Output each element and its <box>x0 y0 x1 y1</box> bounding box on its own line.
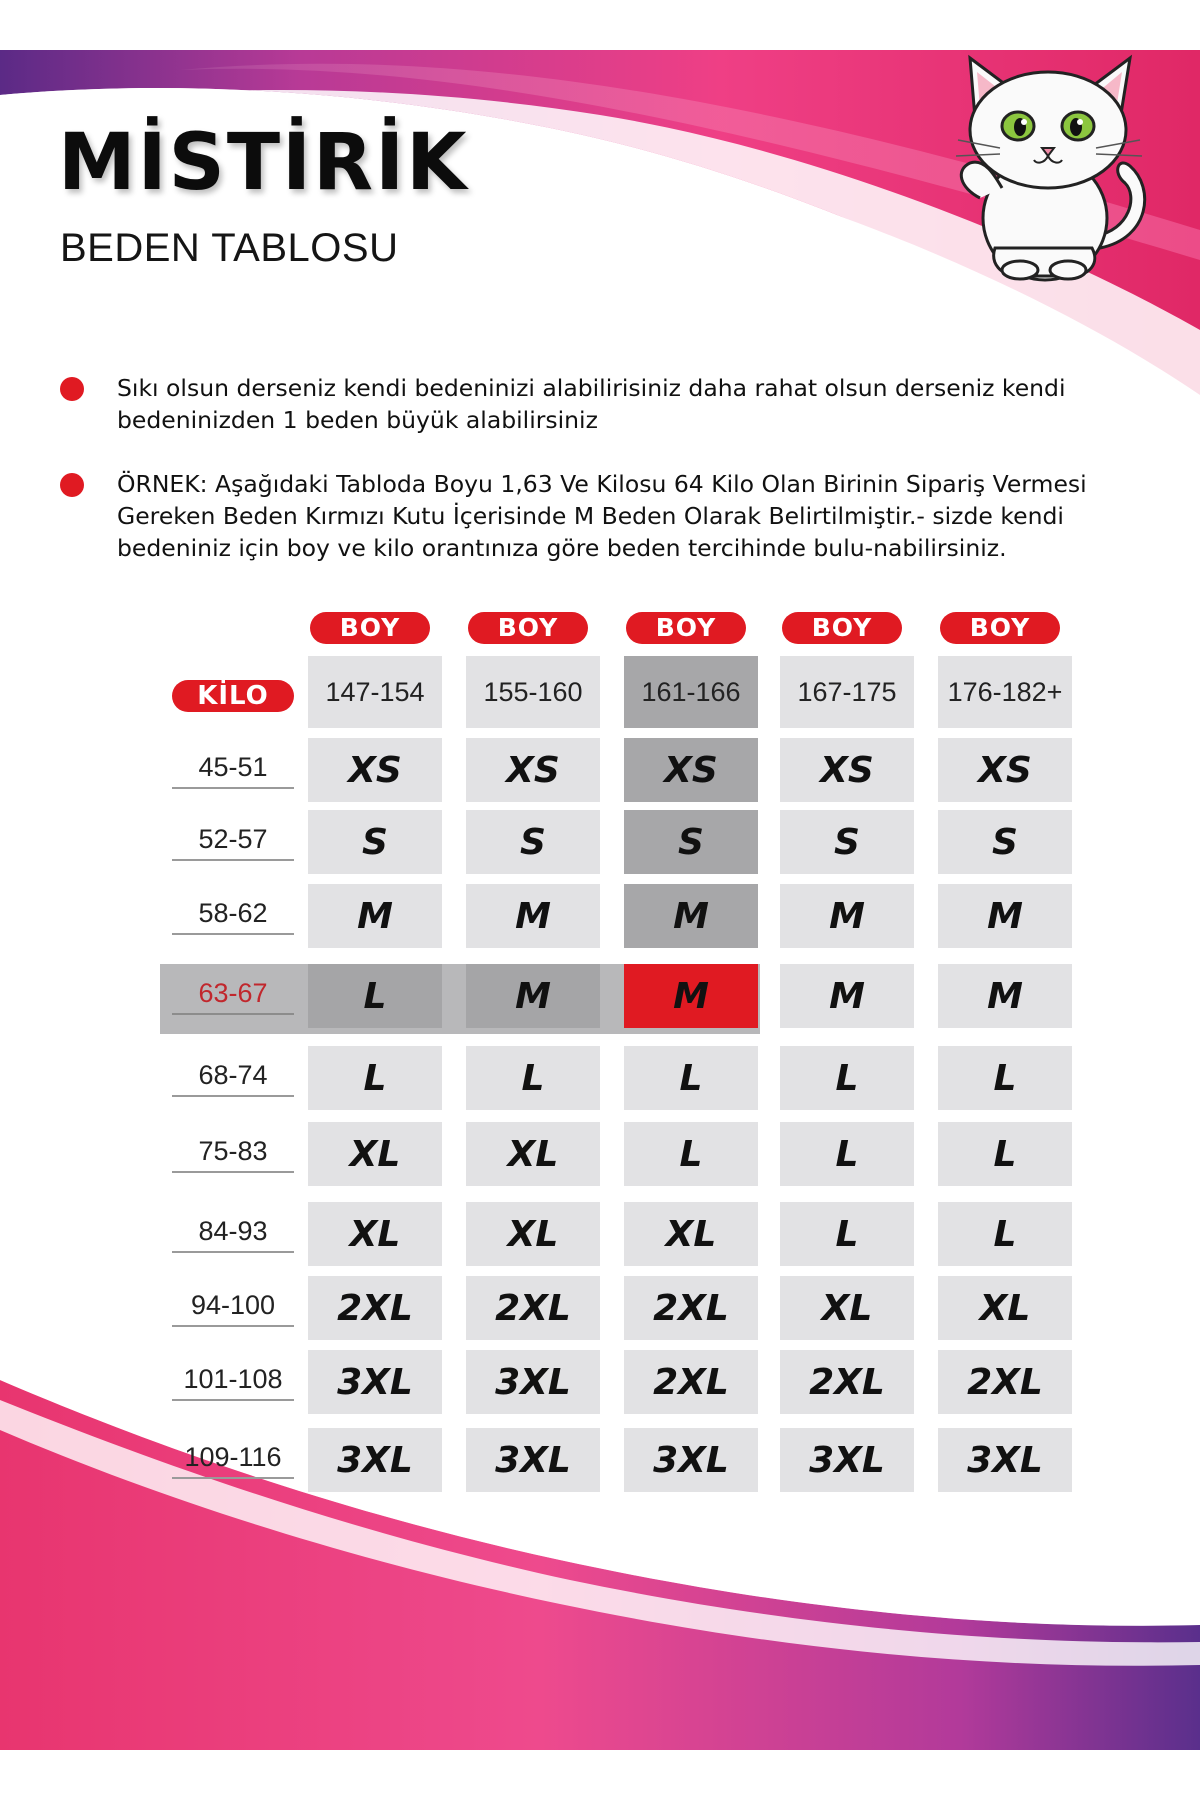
size-cell: 3XL <box>308 1350 442 1414</box>
size-cell: 3XL <box>466 1350 600 1414</box>
size-cell: 2XL <box>466 1276 600 1340</box>
size-cell: M <box>624 884 758 948</box>
size-cell: 3XL <box>780 1428 914 1492</box>
size-cell: XL <box>466 1202 600 1266</box>
size-cell: L <box>308 1046 442 1110</box>
size-cell: S <box>624 810 758 874</box>
size-cell: L <box>938 1202 1072 1266</box>
size-cell: XL <box>308 1122 442 1186</box>
page-subtitle: BEDEN TABLOSU <box>60 226 399 270</box>
size-cell: 2XL <box>780 1350 914 1414</box>
size-cell: XS <box>938 738 1072 802</box>
size-cell: S <box>466 810 600 874</box>
size-cell: 2XL <box>624 1350 758 1414</box>
example-note <box>60 468 1140 564</box>
size-cell: 2XL <box>938 1350 1072 1414</box>
weight-range-label: 75-83 <box>172 1136 294 1173</box>
size-cell: M <box>780 884 914 948</box>
height-range-header: 155-160 <box>466 656 600 728</box>
boy-label-pill: BOY <box>468 612 588 644</box>
weight-range-label: 45-51 <box>172 752 294 789</box>
weight-range-label: 68-74 <box>172 1060 294 1097</box>
size-cell: 3XL <box>466 1428 600 1492</box>
weight-range-label: 94-100 <box>172 1290 294 1327</box>
weight-range-label: 109-116 <box>172 1442 294 1479</box>
size-cell: M <box>938 884 1072 948</box>
size-cell: M <box>780 964 914 1028</box>
height-range-header: 167-175 <box>780 656 914 728</box>
kilo-label-pill: KİLO <box>172 680 294 712</box>
size-cell: 2XL <box>624 1276 758 1340</box>
size-cell: L <box>308 964 442 1028</box>
size-cell: 3XL <box>938 1428 1072 1492</box>
height-range-header: 176-182+ <box>938 656 1072 728</box>
size-cell: L <box>780 1046 914 1110</box>
size-cell: XS <box>780 738 914 802</box>
brand-logo-text: MİSTİRİK <box>58 118 469 208</box>
weight-range-label: 63-67 <box>172 978 294 1015</box>
weight-range-label: 58-62 <box>172 898 294 935</box>
size-cell: 3XL <box>308 1428 442 1492</box>
white-cat-icon <box>940 48 1160 288</box>
size-cell: M <box>938 964 1072 1028</box>
size-cell: M <box>466 964 600 1028</box>
size-tip-text: Sıkı olsun derseniz kendi bedeninizi alabilirisiniz daha rahat olsun derseniz kendi bedeninizden 1 beden büyük alabilirsiniz <box>117 374 1066 434</box>
recommended-size-cell: M <box>624 964 758 1028</box>
example-text: ÖRNEK: Aşağıdaki Tabloda Boyu 1,63 Ve Kilosu 64 Kilo Olan Birinin Sipariş Vermesi Gereken Beden Kırmızı Kutu İçerisinde M Beden Olarak Belirtilmiştir.- sizde kendi bedeniniz için boy ve kilo orantınıza göre beden tercihinde bulu-nabilirsiniz. <box>117 470 1087 562</box>
height-range-header: 161-166 <box>624 656 758 728</box>
size-cell: L <box>780 1122 914 1186</box>
height-range-header: 147-154 <box>308 656 442 728</box>
boy-label-pill: BOY <box>310 612 430 644</box>
size-cell: XL <box>938 1276 1072 1340</box>
weight-range-label: 52-57 <box>172 824 294 861</box>
weight-range-label: 101-108 <box>172 1364 294 1401</box>
weight-range-label: 84-93 <box>172 1216 294 1253</box>
size-cell: L <box>466 1046 600 1110</box>
size-cell: M <box>308 884 442 948</box>
size-cell: S <box>938 810 1072 874</box>
size-cell: L <box>624 1122 758 1186</box>
size-cell: L <box>780 1202 914 1266</box>
size-cell: L <box>938 1046 1072 1110</box>
size-cell: L <box>938 1122 1072 1186</box>
size-cell: 3XL <box>624 1428 758 1492</box>
size-cell: S <box>308 810 442 874</box>
size-cell: M <box>466 884 600 948</box>
size-cell: XS <box>624 738 758 802</box>
size-cell: L <box>624 1046 758 1110</box>
size-cell: S <box>780 810 914 874</box>
size-cell: XL <box>624 1202 758 1266</box>
size-tip-note <box>60 372 1140 436</box>
size-cell: XS <box>466 738 600 802</box>
size-cell: 2XL <box>308 1276 442 1340</box>
size-cell: XL <box>466 1122 600 1186</box>
red-bullet-icon <box>60 377 84 401</box>
boy-label-pill: BOY <box>626 612 746 644</box>
boy-label-pill: BOY <box>940 612 1060 644</box>
size-cell: XS <box>308 738 442 802</box>
size-cell: XL <box>308 1202 442 1266</box>
boy-label-pill: BOY <box>782 612 902 644</box>
red-bullet-icon <box>60 473 84 497</box>
size-cell: XL <box>780 1276 914 1340</box>
